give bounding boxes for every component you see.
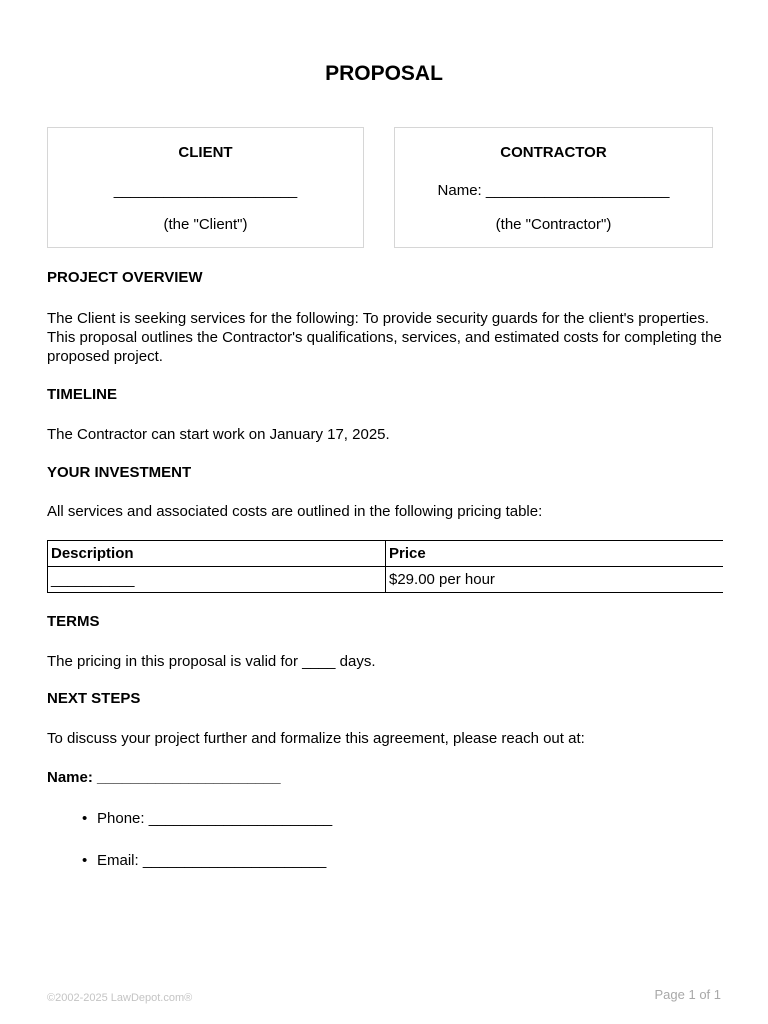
timeline-heading: TIMELINE	[47, 386, 117, 403]
table-row	[48, 567, 724, 593]
contractor-descriptor: (the "Contractor")	[495, 216, 612, 233]
contact-email-line: Email: ______________________	[97, 852, 327, 869]
table-cell-price: $29.00 per hour	[386, 567, 724, 593]
table-header-description: Description	[48, 541, 386, 567]
contact-email-item	[82, 852, 326, 869]
terms-heading: TERMS	[47, 613, 100, 630]
client-heading: CLIENT	[178, 144, 233, 161]
next-steps-heading: NEXT STEPS	[47, 690, 141, 707]
contact-name-line: Name: ______________________	[47, 769, 281, 786]
table-header-price: Price	[386, 541, 724, 567]
contractor-heading: CONTRACTOR	[500, 144, 607, 161]
bullet-icon: •	[82, 852, 88, 869]
contact-phone-item	[82, 810, 332, 827]
pricing-table	[47, 540, 723, 593]
table-header-row	[48, 541, 724, 567]
terms-text: The pricing in this proposal is valid for ____ days.	[47, 653, 376, 670]
client-box	[47, 127, 364, 248]
investment-text: All services and associated costs are outlined in the following pricing table:	[47, 503, 543, 520]
timeline-text: The Contractor can start work on January 17, 2025.	[47, 426, 390, 443]
client-name-line: ______________________	[113, 182, 298, 199]
client-descriptor: (the "Client")	[163, 216, 248, 233]
next-steps-text: To discuss your project further and formalize this agreement, please reach out at:	[47, 730, 585, 747]
overview-heading: PROJECT OVERVIEW	[47, 269, 203, 286]
table-cell-description: __________	[48, 567, 386, 593]
document-title: PROPOSAL	[325, 62, 443, 85]
investment-heading: YOUR INVESTMENT	[47, 464, 192, 481]
overview-text: The Client is seeking services for the following: To provide security guards for the client's properties. This proposal outlines the Contractor's qualifications, services, and estimated costs for completing the proposed project.	[47, 310, 722, 365]
contractor-name-line: Name: ______________________	[437, 182, 670, 199]
contact-phone-line: Phone: ______________________	[97, 810, 333, 827]
footer-copyright: ©2002-2025 LawDepot.com®	[47, 992, 193, 1004]
bullet-icon: •	[82, 810, 88, 827]
footer-page-number: Page 1 of 1	[654, 987, 721, 1002]
contractor-box	[394, 127, 713, 248]
